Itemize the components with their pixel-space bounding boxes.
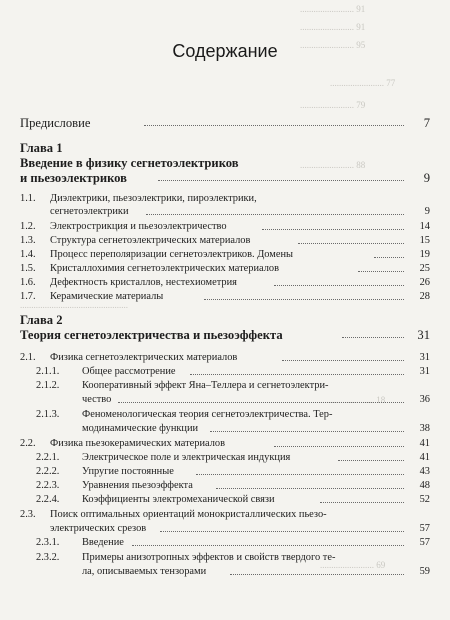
entry-page: 19 [419,249,430,260]
entry-label: Дефектность кристаллов, нестехиометрия [50,277,237,288]
entry-number: 2.2.3. [36,480,60,491]
chapter-1-title-line1[interactable]: Введение в физику сегнетоэлектриков [20,156,239,170]
entry-page: 9 [423,171,430,185]
dot-leader [146,214,404,215]
entry-page: 59 [419,566,430,577]
chapter-2-heading: Глава 2 [20,313,63,327]
entry-page: 9 [424,206,430,217]
entry-label: Феноменологическая теория сегнетоэлектричества. Тер- [82,409,333,420]
entry-label: Структура сегнетоэлектрических материалов [50,235,251,246]
dot-leader [342,337,404,338]
entry-label: Поиск оптимальных ориентаций монокристаллических пьезо- [50,509,327,520]
bleed-through-decoration: ........................ 91 ........................ 91 ........................ 95 ........................ 77 ........................ 79 ........................ 88 ................................................ ........................ 18 ........................ 69 [20,4,396,570]
entry-number: 1.4. [20,249,36,260]
entry-number: 1.6. [20,277,36,288]
entry-page: 43 [419,466,430,477]
entry-label: Процесс переполяризации сегнетоэлектриков. Домены [50,249,294,260]
entry-label: сегнетоэлектрики [50,206,129,217]
entry-label: Предисловие [20,116,91,130]
entry-label: Кооперативный эффект Яна–Теллера и сегнетоэлектри- [82,380,329,391]
entry-label: Введение [82,537,124,548]
entry-page: 28 [419,291,430,302]
dot-leader [210,431,404,432]
entry-label: ла, описываемых тензорами [82,566,207,577]
entry-label: Кристаллохимия сегнетоэлектрических материалов [50,263,280,274]
entry-label: Коэффициенты электромеханической связи [82,494,275,505]
entry-number: 2.1.3. [36,409,60,420]
entry-number: 2.3.2. [36,552,60,563]
entry-number: 2.2.1. [36,452,60,463]
entry-number: 2.3. [20,509,36,520]
dot-leader [338,460,404,461]
entry-number: 2.2.4. [36,494,60,505]
entry-number: 2.2. [20,438,36,449]
entry-label: Физика пьезокерамических материалов [50,438,226,449]
entry-page: 25 [419,263,430,274]
entry-page: 36 [419,394,430,405]
dot-leader [190,374,404,375]
dot-leader [282,360,404,361]
entry-page: 15 [419,235,430,246]
dot-leader [374,257,404,258]
entry-label: Уравнения пьезоэффекта [82,480,193,491]
entry-label: Электрическое поле и электрическая индукция [82,452,291,463]
dot-leader [196,474,404,475]
entry-page: 31 [419,352,430,363]
entry-number: 1.7. [20,291,36,302]
entry-page: 41 [419,438,430,449]
dot-leader [144,125,404,126]
entry-page: 26 [419,277,430,288]
dot-leader [298,243,404,244]
entry-label: Физика сегнетоэлектрических материалов [50,352,238,363]
entry-label: Диэлектрики, пьезоэлектрики, пироэлектрики, [50,193,257,204]
entry-page: 14 [419,221,430,232]
entry-number: 2.1.1. [36,366,60,377]
entry-page: 48 [419,480,430,491]
entry-page: 57 [419,537,430,548]
entry-number: 2.2.2. [36,466,60,477]
entry-page: 41 [419,452,430,463]
chapter-1-heading: Глава 1 [20,141,63,155]
entry-number: 1.1. [20,193,36,204]
dot-leader [274,446,404,447]
entry-page: 57 [419,523,430,534]
entry-label: чество [82,394,112,405]
chapter-1-title-text: и пьезоэлектриков [20,171,127,185]
dot-leader [160,531,404,532]
dot-leader [216,488,404,489]
dot-leader [204,299,404,300]
entry-number: 1.2. [20,221,36,232]
entry-page: 31 [417,328,430,342]
entry-number: 1.5. [20,263,36,274]
entry-label: Упругие постоянные [82,466,174,477]
entry-number: 2.3.1. [36,537,60,548]
entry-page: 38 [419,423,430,434]
dot-leader [132,545,404,546]
entry-page: 7 [423,116,430,130]
chapter-2-title-text: Теория сегнетоэлектричества и пьезоэффекта [20,328,283,342]
entry-label: Общее рассмотрение [82,366,176,377]
entry-number: 2.1.2. [36,380,60,391]
entry-page: 31 [419,366,430,377]
entry-label: Электрострикция и пьезоэлектричество [50,221,227,232]
entry-number: 2.1. [20,352,36,363]
entry-page: 52 [419,494,430,505]
dot-leader [274,285,404,286]
dot-leader [320,502,404,503]
entry-label: электрических срезов [50,523,147,534]
entry-number: 1.3. [20,235,36,246]
dot-leader [230,574,404,575]
dot-leader [358,271,404,272]
entry-label: Примеры анизотропных эффектов и свойств твердого те- [82,552,336,563]
dot-leader [262,229,404,230]
dot-leader [158,180,404,181]
entry-label: Керамические материалы [50,291,164,302]
dot-leader [118,402,404,403]
entry-label: модинамические функции [82,423,199,434]
page-title: Содержание [172,41,278,61]
